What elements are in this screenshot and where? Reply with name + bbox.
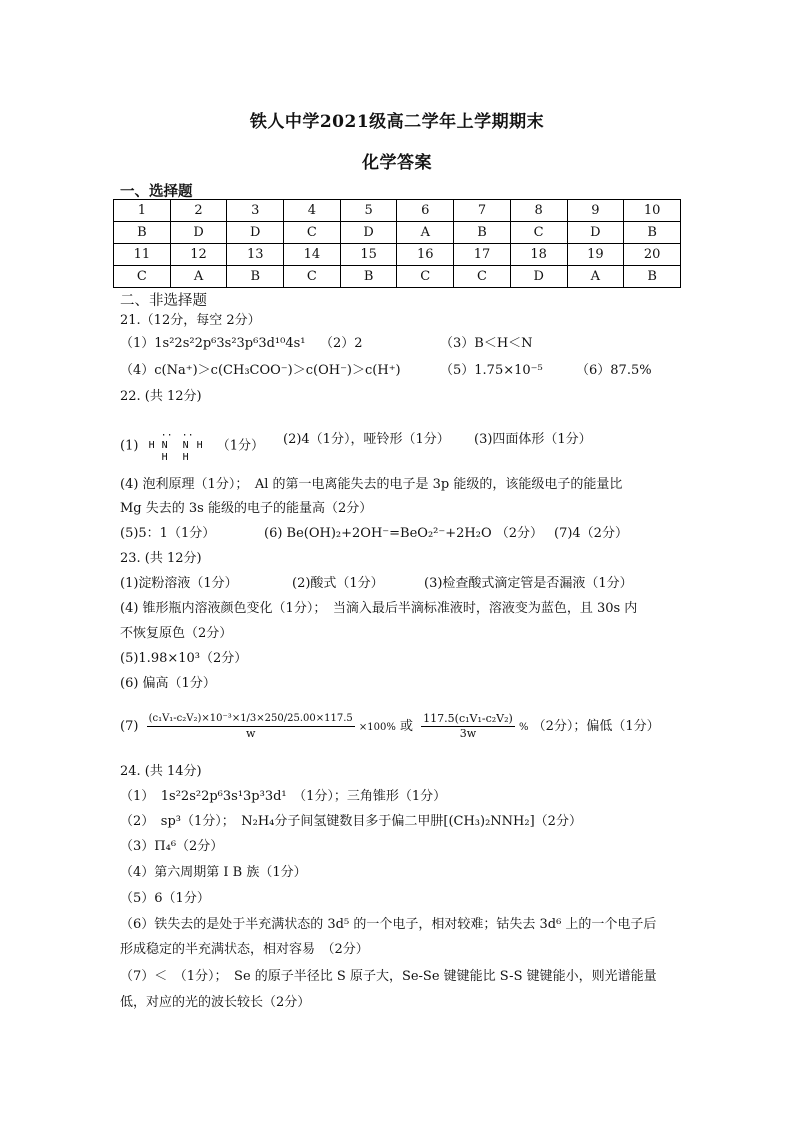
page-subtitle: 化学答案 — [362, 153, 432, 173]
q22-part-3: (3)四面体形（1分） — [474, 432, 592, 447]
q23-part-7 — [120, 712, 660, 742]
formula-or: 或 — [400, 719, 414, 734]
formula-1-numerator: (c₁V₁-c₂V₂)×10⁻³×1/3×250/25.00×117.5 — [147, 712, 355, 727]
answer-cell: B — [624, 266, 681, 288]
formula-fraction-1 — [147, 712, 355, 741]
lewis-h-left: H — [148, 440, 155, 451]
lewis-h-right: H — [196, 440, 203, 451]
q22-part-4-line1: (4) 泡利原理（1分）； Al 的第一电离能失去的电子是 3p 能级的，该能级电子的能量比 — [120, 477, 623, 492]
q23-heading: 23. (共 12分) — [120, 551, 202, 566]
answer-cell: C — [284, 266, 341, 288]
question-number-cell: 20 — [624, 244, 681, 266]
answer-cell: D — [510, 266, 567, 288]
question-number-cell: 16 — [397, 244, 454, 266]
answer-cell: B — [624, 222, 681, 244]
question-number-cell: 14 — [284, 244, 341, 266]
hydrazine-lewis-structure — [149, 431, 207, 461]
q24-part-5: （5）6（1分） — [120, 891, 210, 906]
answer-cell: D — [170, 222, 227, 244]
question-number-cell: 18 — [510, 244, 567, 266]
question-number-cell: 4 — [284, 200, 341, 222]
question-number-cell: 17 — [454, 244, 511, 266]
q22-part-2: (2)4（1分），哑铃形（1分） — [283, 432, 450, 447]
answer-cell: A — [170, 266, 227, 288]
answer-row — [114, 222, 681, 244]
q21-answer-4: （4）c(Na⁺)＞c(CH₃COO⁻)＞c(OH⁻)＞c(H⁺) — [120, 363, 401, 378]
question-number-row — [114, 244, 681, 266]
question-number-cell: 2 — [170, 200, 227, 222]
answer-cell: C — [114, 266, 171, 288]
q23-part-7-score: （2分）；偏低（1分） — [532, 719, 660, 734]
q22-part-1 — [120, 431, 264, 461]
lewis-n-left: N — [161, 440, 168, 451]
question-number-cell: 19 — [567, 244, 624, 266]
choice-answer-table — [113, 199, 681, 288]
q21-answer-6: （6）87.5% — [576, 363, 652, 378]
lewis-n-right: N — [182, 440, 189, 451]
q22-part-6: (6) Be(OH)₂+2OH⁻=BeO₂²⁻+2H₂O （2分） — [264, 526, 544, 541]
lone-pair-dots-2: ·· — [181, 430, 194, 441]
q23-part-7-label: (7) — [120, 719, 139, 734]
question-number-cell: 11 — [114, 244, 171, 266]
question-number-cell: 5 — [340, 200, 397, 222]
answer-cell: A — [397, 222, 454, 244]
answer-row — [114, 266, 681, 288]
q24-part-6-line1: （6）铁失去的是处于半充满状态的 3d⁵ 的一个电子，相对较难；钴失去 3d⁶ 上的一个电子后 — [120, 917, 657, 932]
formula-1-percent: ×100% — [358, 722, 396, 733]
q22-heading: 22. (共 12分) — [120, 389, 202, 404]
answer-cell: C — [510, 222, 567, 244]
question-number-cell: 15 — [340, 244, 397, 266]
section-heading-choice: 一、选择题 — [120, 183, 193, 200]
question-number-cell: 6 — [397, 200, 454, 222]
question-number-cell: 7 — [454, 200, 511, 222]
q24-part-6-line2: 形成稳定的半充满状态，相对容易 （2分） — [120, 942, 369, 957]
q21-answer-1: （1）1s²2s²2p⁶3s²3p⁶3d¹⁰4s¹ — [120, 336, 306, 351]
answer-cell: D — [227, 222, 284, 244]
q23-part-3: (3)检查酸式滴定管是否漏液（1分） — [424, 576, 633, 591]
formula-2-denominator: 3w — [459, 727, 477, 740]
question-number-cell: 13 — [227, 244, 284, 266]
section-heading-nonchoice: 二、非选择题 — [120, 293, 207, 309]
q24-part-7-line2: 低，对应的光的波长较长（2分） — [120, 995, 311, 1010]
q22-part-7: (7)4（2分） — [554, 526, 628, 541]
question-number-cell: 8 — [510, 200, 567, 222]
answer-cell: D — [340, 222, 397, 244]
q21-answer-2: （2）2 — [320, 336, 363, 351]
formula-2-percent: % — [518, 722, 529, 733]
q24-part-3: （3）Π₄⁶（2分） — [120, 839, 224, 854]
q24-part-2: （2） sp³（1分）； N₂H₄分子间氢键数目多于偏二甲肼[(CH₃)₂NNH₂]（2分） — [120, 814, 582, 829]
q24-part-1: （1） 1s²2s²2p⁶3s¹3p³3d¹ （1分）；三角锥形（1分） — [120, 789, 447, 804]
answer-cell: C — [397, 266, 454, 288]
q23-part-4-line1: (4) 锥形瓶内溶液颜色变化（1分）； 当滴入最后半滴标准液时，溶液变为蓝色，且 30s 内 — [120, 601, 638, 616]
answer-cell: A — [567, 266, 624, 288]
question-number-cell: 12 — [170, 244, 227, 266]
q22-part-1-label: (1) — [120, 438, 139, 454]
q24-part-4: （4）第六周期第 I B 族（1分） — [120, 865, 307, 880]
q24-part-7-line1: （7）＜ （1分）； Se 的原子半径比 S 原子大，Se-Se 键键能比 S-S 键键能小，则光谱能量 — [120, 969, 657, 984]
page-title: 铁人中学2021级高二学年上学期期末 — [249, 112, 545, 132]
q23-part-5: (5)1.98×10³（2分） — [120, 651, 248, 666]
answer-cell: C — [454, 266, 511, 288]
question-number-cell: 9 — [567, 200, 624, 222]
answer-cell: B — [114, 222, 171, 244]
q23-part-2: (2)酸式（1分） — [292, 576, 384, 591]
lone-pair-dots-1: ·· — [160, 430, 173, 441]
answer-cell: C — [284, 222, 341, 244]
q21-answer-5: （5）1.75×10⁻⁵ — [440, 363, 543, 378]
q24-heading: 24. (共 14分) — [120, 764, 202, 779]
q23-part-1: (1)淀粉溶液（1分） — [120, 576, 238, 591]
q23-part-6: (6) 偏高（1分） — [120, 676, 216, 691]
question-number-row — [114, 200, 681, 222]
q22-part-4-line2: Mg 失去的 3s 能级的电子的能量高（2分） — [120, 501, 373, 516]
question-number-cell: 1 — [114, 200, 171, 222]
lewis-h-bottom-left: H — [161, 452, 168, 463]
answer-cell: D — [567, 222, 624, 244]
q22-part-1-score: （1分） — [216, 438, 264, 454]
answer-cell: B — [227, 266, 284, 288]
lewis-h-bottom-right: H — [182, 452, 189, 463]
answer-cell: B — [454, 222, 511, 244]
formula-1-denominator: w — [245, 727, 256, 740]
formula-fraction-2 — [421, 712, 515, 741]
q21-heading: 21.（12分，每空 2分） — [120, 313, 261, 328]
question-number-cell: 3 — [227, 200, 284, 222]
formula-2-numerator: 117.5(c₁V₁-c₂V₂) — [423, 712, 513, 725]
q22-part-5: (5)5：1（1分） — [120, 526, 216, 541]
answer-cell: B — [340, 266, 397, 288]
q23-part-4-line2: 不恢复原色（2分） — [120, 626, 233, 641]
q21-answer-3: （3）B＜H＜N — [440, 336, 533, 351]
question-number-cell: 10 — [624, 200, 681, 222]
